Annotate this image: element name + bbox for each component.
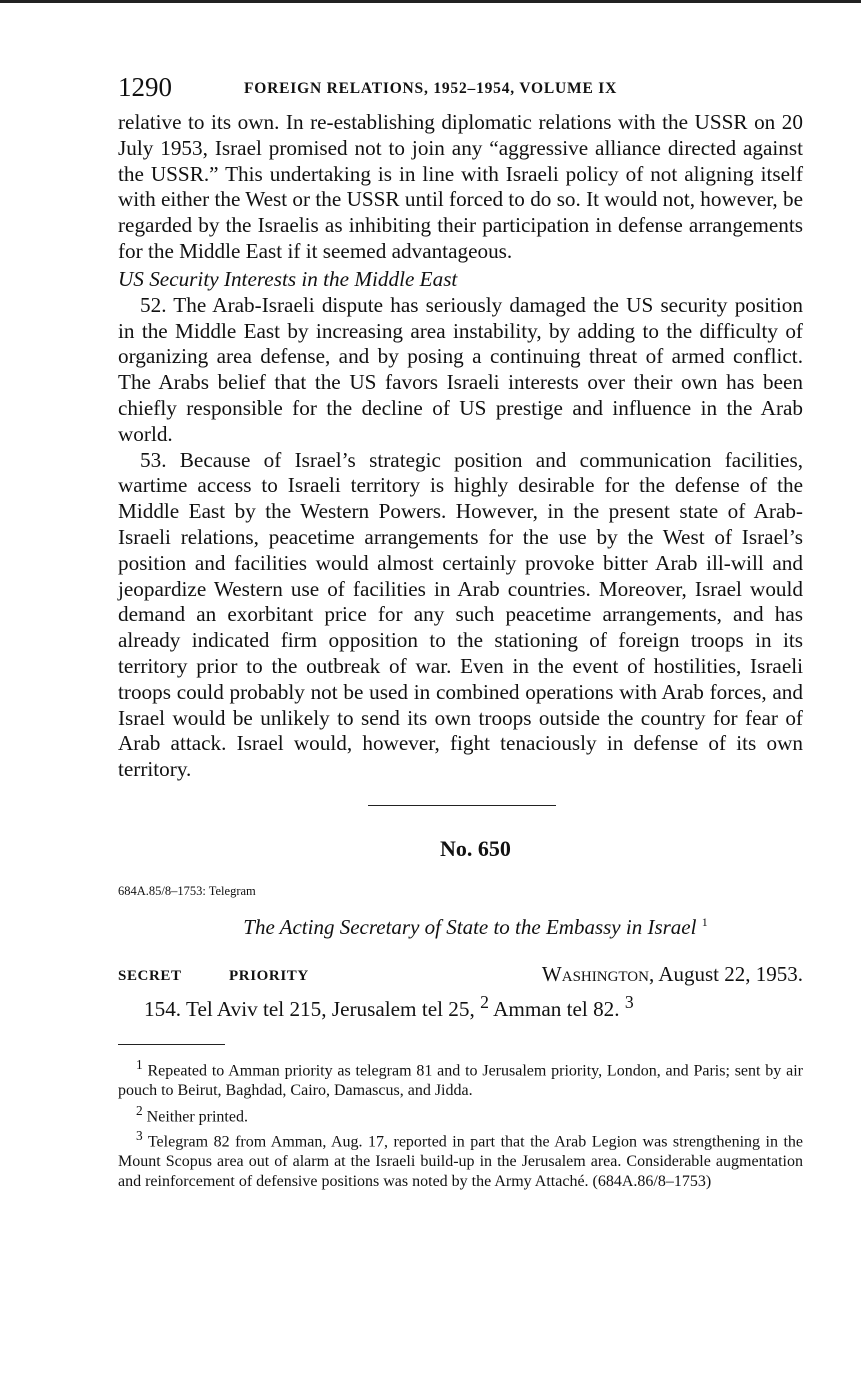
page-number: 1290 xyxy=(118,72,172,102)
place-date xyxy=(542,962,803,987)
footnote-3 xyxy=(118,1126,803,1191)
footnote-ref-2[interactable]: 2 xyxy=(480,991,489,1012)
footnote-mark: 2 xyxy=(136,1102,143,1118)
footnote-2 xyxy=(118,1101,803,1127)
footnote-mark: 3 xyxy=(136,1128,143,1144)
footnote-text: Neither printed. xyxy=(146,1107,248,1125)
footnote-text: Telegram 82 from Amman, Aug. 17, reported in part that the Arab Legion was strengthening in the Mount Scopus area out of alarm at the Israeli build-up in the Jerusalem area. Considerable augmentation and reinforcement of defensive positions was noted by the Army Attaché. (684A.86/8–1753) xyxy=(118,1133,804,1190)
footnote-1 xyxy=(118,1055,803,1101)
message-line xyxy=(118,992,803,1022)
footnotes xyxy=(118,1055,803,1192)
message-text-2: Amman tel 82. xyxy=(493,996,620,1021)
place-name: Washington, xyxy=(541,961,655,986)
section-divider xyxy=(368,805,556,806)
classification-label: SECRET xyxy=(118,967,182,984)
footnote-text: Repeated to Amman priority as telegram 81 and to Jerusalem priority, London, and Paris; sent by air pouch to Beirut, Baghdad, Cairo, Damascus, and Jidda. xyxy=(118,1062,803,1099)
document-number: No. 650 xyxy=(440,835,511,861)
paragraph-53: 53. Because of Israel’s strategic position and communication facilities, wartime access to Israeli territory is highly desirable for the defense of the Middle East by the Western Powers. However, in the present state of Arab-Israeli relations, peacetime arrangements for the use by the West of Israel’s position and facilities would almost certainly provoke bitter Arab ill-will and jeopardize Western use of facilities in Arab countries. Moreover, Israel would demand an exorbitant price for any such peacetime arrangements, and has already indicated firm opposition to the stationing of foreign troops in its territory prior to the outbreak of war. Even in the event of hostilities, Israeli troops could probably not be used in combined operations with Arab forces, and Israel would be unlikely to send its own troops outside the country for fear of Arab attack. Israel would, however, fight tenaciously in defense of its own territory. xyxy=(118,447,803,782)
footnote-divider xyxy=(118,1044,225,1045)
precedence-label: PRIORITY xyxy=(229,967,309,984)
document-page xyxy=(118,70,803,1192)
dateline xyxy=(118,962,803,990)
date-text: August 22, 1953. xyxy=(658,961,803,986)
paragraph-continued: relative to its own. In re-establishing diplomatic relations with the USSR on 20 July 1953, Israel promised not to join any “aggressive alliance directed against the USSR.” This undertaking is in line with Israeli policy of not aligning itself with either the West or the USSR until forced to do so. It would not, however, be regarded by the Israelis as inhibiting their participation in defense arrangements for the Middle East if it seemed advantageous. xyxy=(118,110,803,263)
file-reference: 684A.85/8–1753: Telegram xyxy=(118,883,256,898)
top-edge-rule xyxy=(0,0,861,3)
footnote-ref-1[interactable]: 1 xyxy=(701,914,708,929)
running-title: FOREIGN RELATIONS, 1952–1954, VOLUME IX xyxy=(244,80,618,97)
footnote-ref-3[interactable]: 3 xyxy=(624,991,634,1012)
paragraph-52: 52. The Arab-Israeli dispute has seriously damaged the US security position in the Middle East by increasing area instability, by adding to the difficulty of organizing area defense, and by posing a continuing threat of armed conflict. The Arabs belief that the US favors Israeli interests over their own has been chiefly responsible for the decline of US prestige and influence in the Arab world. xyxy=(118,292,803,446)
page-header xyxy=(118,70,803,110)
message-text: 154. Tel Aviv tel 215, Jerusalem tel 25, xyxy=(144,996,475,1021)
footnote-mark: 1 xyxy=(136,1056,143,1072)
document-title xyxy=(118,915,803,940)
section-subheading: US Security Interests in the Middle East xyxy=(118,266,458,291)
body-text xyxy=(118,110,803,783)
document-title-text: The Acting Secretary of State to the Embassy in Israel xyxy=(243,914,697,939)
